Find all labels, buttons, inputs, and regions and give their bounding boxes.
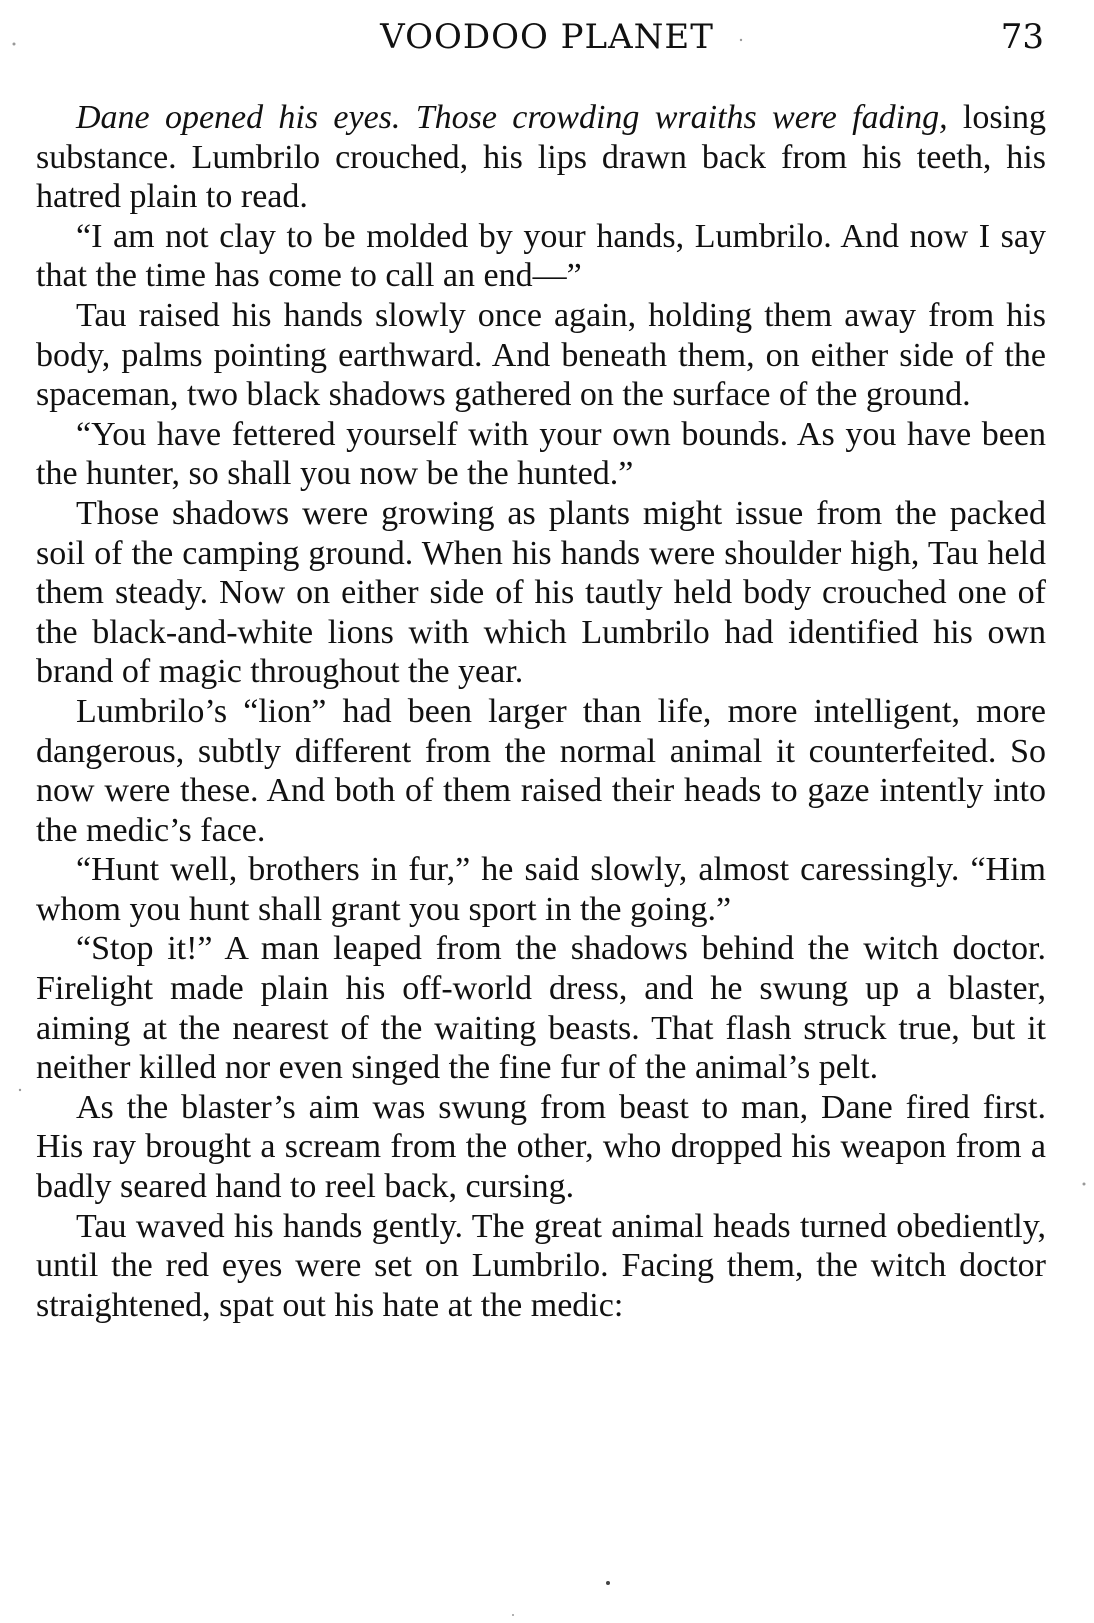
- paragraph-1: [36, 98, 1046, 217]
- paragraph-1-rest: losing substance. Lumbrilo crouched, his lips drawn back from his teeth, his hatred plain to read.: [36, 99, 1047, 216]
- paragraph-2: “I am not clay to be molded by your hands, Lumbrilo. And now I say that the time has come to call an end—”: [36, 217, 1046, 295]
- body-text: [36, 98, 1046, 1325]
- scan-speck: [606, 1581, 610, 1585]
- paragraph-9: As the blaster’s aim was swung from beast to man, Dane fired first. His ray brought a scream from the other, who dropped his weapon from a badly seared hand to reel back, cursing.: [36, 1088, 1046, 1206]
- paragraph-4: “You have fettered yourself with your own bounds. As you have been the hunter, so shall you now be the hunted.”: [36, 415, 1046, 493]
- scan-speck: [19, 1089, 21, 1091]
- paragraph-3: Tau raised his hands slowly once again, holding them away from his body, palms pointing earthward. And beneath them, on either side of the spaceman, two black shadows gathered on the surface of the ground.: [36, 296, 1046, 414]
- paragraph-8: “Stop it!” A man leaped from the shadows behind the witch doctor. Firelight made plain his off-world dress, and he swung up a blaster, aiming at the nearest of the waiting beasts. That flash struck true, but it neither killed nor even singed the fine fur of the animal’s pelt.: [36, 930, 1046, 1087]
- page-number: 73: [1000, 17, 1044, 57]
- running-head: VOODOO PLANET: [380, 17, 714, 57]
- paragraph-7: “Hunt well, brothers in fur,” he said slowly, almost caressingly. “Him whom you hunt shall grant you sport in the going.”: [36, 851, 1046, 928]
- page-header: [0, 12, 1094, 62]
- paragraph-10: Tau waved his hands gently. The great animal heads turned obediently, until the red eyes were set on Lumbrilo. Facing them, the witch doctor straightened, spat out his hate at the medic:: [36, 1207, 1046, 1324]
- paragraph-1-italic-lead: Dane opened his eyes. Those crowding wraiths were fading,: [76, 99, 948, 136]
- scan-speck: [1083, 1183, 1086, 1186]
- paragraph-5: Those shadows were growing as plants might issue from the packed soil of the camping ground. When his hands were shoulder high, Tau held them steady. Now on either side of his tautly held body crouched one of the black-and-white lions with which Lumbrilo had identified his own brand of magic throughout the year.: [36, 494, 1046, 691]
- scan-speck: [512, 1614, 514, 1616]
- paragraph-6: Lumbrilo’s “lion” had been larger than life, more intelligent, more dangerous, subtly different from the normal animal it counterfeited. So now were these. And both of them raised their heads to gaze intently into the medic’s face.: [36, 692, 1046, 849]
